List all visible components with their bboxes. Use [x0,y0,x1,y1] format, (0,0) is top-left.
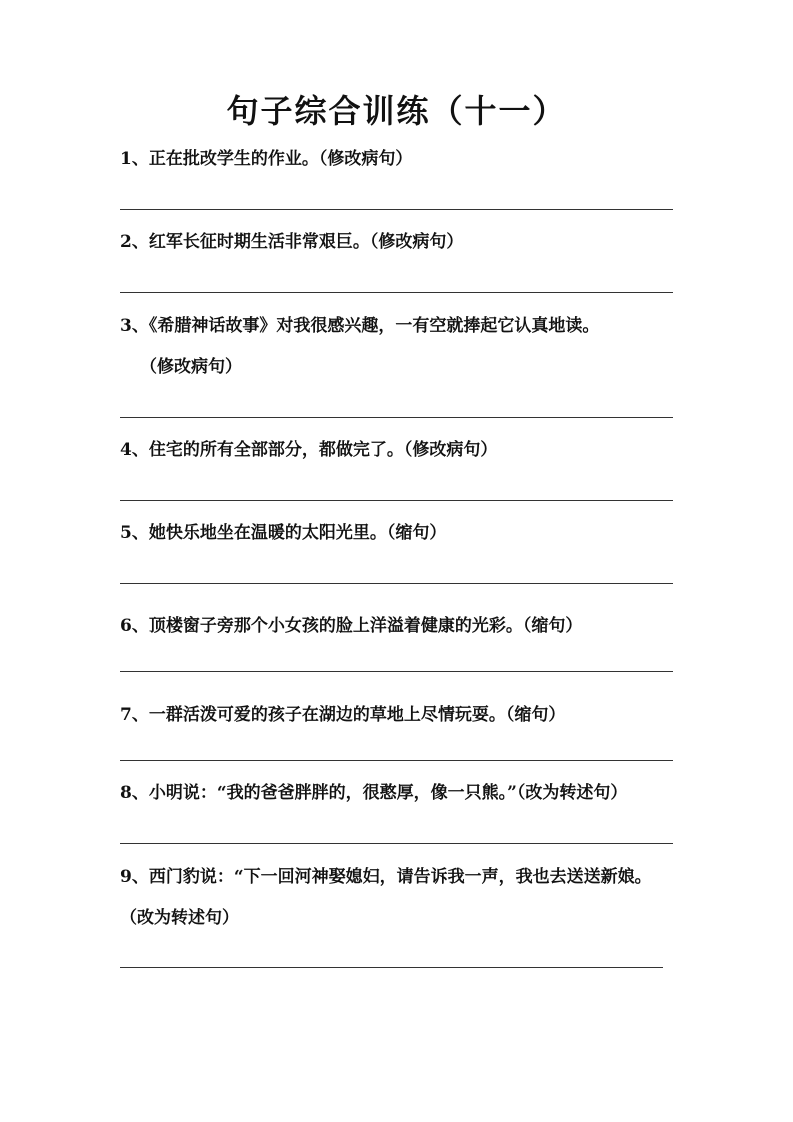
answer-line-3[interactable] [120,417,673,418]
question-5: 5、她快乐地坐在温暖的太阳光里。（缩句） [120,523,447,543]
question-9-task: （改为转述句） [120,908,239,928]
question-8: 8、小明说：“我的爸爸胖胖的，很憨厚，像一只熊。”（改为转述句） [120,783,628,803]
question-2: 2、红军长征时期生活非常艰巨。（修改病句） [120,232,464,252]
answer-line-5[interactable] [120,583,673,584]
answer-line-4[interactable] [120,500,673,501]
question-3-task: （修改病句） [140,357,242,377]
worksheet-title: 句子综合训练（十一） [226,92,567,130]
answer-line-7[interactable] [120,760,673,761]
answer-line-1[interactable] [120,209,673,210]
question-3: 3、《希腊神话故事》对我很感兴趣，一有空就捧起它认真地读。 [120,316,600,336]
question-7: 7、一群活泼可爱的孩子在湖边的草地上尽情玩耍。（缩句） [120,705,566,725]
question-6: 6、顶楼窗子旁那个小女孩的脸上洋溢着健康的光彩。（缩句） [120,616,583,636]
answer-line-2[interactable] [120,292,673,293]
question-1: 1、正在批改学生的作业。（修改病句） [120,149,413,169]
question-4: 4、住宅的所有全部部分，都做完了。（修改病句） [120,440,498,460]
question-9: 9、西门豹说：“下一回河神娶媳妇，请告诉我一声，我也去送送新娘。 [120,867,652,887]
answer-line-9[interactable] [120,967,663,968]
answer-line-8[interactable] [120,843,673,844]
answer-line-6[interactable] [120,671,673,672]
